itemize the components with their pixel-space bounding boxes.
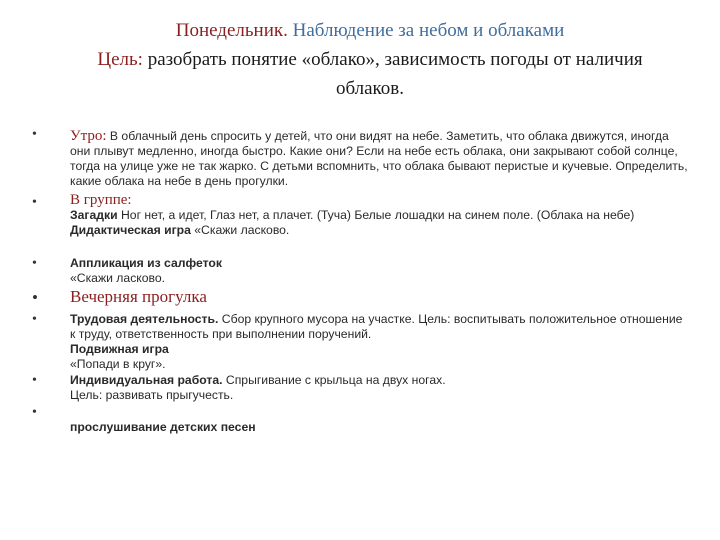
individual-section: [70, 373, 690, 403]
bullet-listening: •: [32, 405, 37, 420]
riddles-label: Загадки: [70, 208, 118, 222]
group-heading: В группе:: [70, 192, 132, 208]
applique-label: Аппликация из салфеток: [70, 256, 222, 270]
title-goal-label: Цель:: [97, 49, 143, 70]
labor-label: Трудовая деятельность.: [70, 312, 219, 326]
riddles-text: Ног нет, а идет, Глаз нет, а плачет. (Туча) Белые лошадки на синем поле. (Облака на небе): [121, 208, 635, 222]
bullet-evening: •: [32, 288, 38, 307]
morning-text: В облачный день спросить у детей, что они видят на небе. Заметить, что облака движутся, иногда они плывут медленно, иногда быстро. Какие они? Если на небе есть облака, они закрывают собой солнце, тогда на улице уже не так жарко. С детьми вспомнить, что облака бывают перистые и кучевые. Определить, какие облака на небе в день прогулки.: [70, 129, 688, 188]
slide-title: [90, 16, 650, 103]
individual-text: Спрыгивание с крыльца на двух ногах.: [225, 373, 446, 387]
individual-label: Индивидуальная работа.: [70, 373, 223, 387]
didactic-game-text: «Скажи ласково.: [194, 223, 290, 237]
bullet-morning: •: [32, 127, 37, 142]
bullet-labor: •: [32, 312, 37, 327]
mobile-game-text: «Попади в круг».: [70, 357, 166, 371]
riddles-line: [70, 208, 690, 223]
listening-label: прослушивание детских песен: [70, 420, 256, 434]
listening-section: [70, 420, 690, 435]
morning-section: [70, 129, 690, 189]
evening-heading: Вечерняя прогулка: [70, 287, 207, 306]
applique-section: [70, 256, 690, 286]
morning-heading: Утро:: [70, 128, 107, 144]
title-line-2: [90, 45, 650, 103]
labor-text: Сбор крупного мусора на участке. Цель: воспитывать положительное отношение к труду, ответственность при выполнении поручений.: [70, 312, 683, 341]
title-day: Понедельник.: [175, 20, 288, 41]
applique-text: «Скажи ласково.: [70, 271, 166, 285]
bullet-individual: •: [32, 373, 37, 388]
didactic-game-line: [70, 223, 690, 238]
title-line-1: [90, 16, 650, 45]
group-section: [70, 193, 690, 238]
title-goal-text: разобрать понятие «облако», зависимость погоды от наличия облаков.: [147, 49, 643, 99]
didactic-game-label: Дидактическая игра: [70, 223, 191, 237]
individual-line: [70, 373, 690, 388]
labor-line: [70, 312, 690, 342]
bullet-applique: •: [32, 256, 37, 271]
evening-section: [70, 289, 690, 306]
title-theme: Наблюдение за небом и облаками: [292, 20, 565, 41]
mobile-game-label: Подвижная игра: [70, 342, 169, 356]
individual-goal: Цель: развивать прыгучесть.: [70, 388, 234, 402]
bullet-group: •: [32, 195, 37, 210]
labor-section: [70, 312, 690, 372]
